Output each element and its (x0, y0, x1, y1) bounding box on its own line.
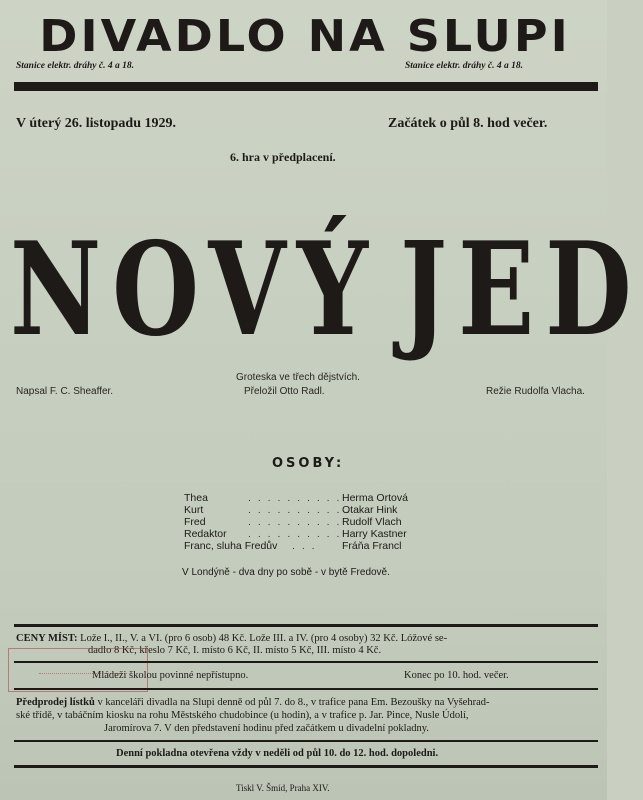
cast-dots: . . . . . . . . . . . (248, 492, 352, 504)
cast-role: Redaktor (184, 528, 227, 540)
info-rule-bottom (14, 765, 598, 768)
info-rule-3 (14, 688, 598, 690)
prices-line-2: dadlo 8 Kč, křeslo 7 Kč, I. místo 6 Kč, II. místo 5 Kč, III. místo 4 Kč. (88, 645, 382, 656)
cast-actor: Fráňa Francl (342, 540, 402, 552)
box-office-hours: Denní pokladna otevřena vždy v neděli od půl 10. do 12. hod. dopoledni. (116, 748, 439, 759)
presale-line-3: Jaromírova 7. V den představení hodinu před začátkem u divadelní pokladny. (104, 723, 429, 734)
prices-line-1 (16, 633, 447, 646)
play-author: Napsal F. C. Sheaffer. (16, 386, 114, 397)
cast-role: Franc, sluha Fredův (184, 540, 278, 552)
cast-actor: Otakar Hink (342, 504, 398, 516)
prices-label: CENY MÍST: (16, 633, 78, 644)
printer-credit: Tiskl V. Šmíd, Praha XIV. (236, 783, 330, 793)
cast-role: Kurt (184, 504, 204, 516)
cast-actor: Harry Kastner (342, 528, 407, 540)
cast-actor: Rudolf Vlach (342, 516, 402, 528)
play-setting: V Londýně - dva dny po sobě - v bytě Fredově. (182, 567, 390, 578)
station-info-right: Stanice elektr. dráhy č. 4 a 18. (405, 61, 523, 71)
presale-label: Předprodej lístků (16, 697, 95, 708)
cast-dots: . . . . . . . . . . . (248, 504, 352, 516)
cast-heading: OSOBY: (272, 456, 345, 471)
subscription-note: 6. hra v předplacení. (230, 150, 336, 164)
cast-dots: . . . (292, 540, 317, 552)
cast-dots: . . . . . . . . . . . (248, 516, 352, 528)
prices-text-1: Lože I., II., V. a VI. (pro 6 osob) 48 Kč. Lože III. a IV. (pro 4 osoby) 32 Kč. Lóžové se- (77, 633, 448, 644)
play-genre: Groteska ve třech dějstvích. (236, 372, 360, 383)
presale-line-2: ské třídě, v tabáčním kiosku na rohu Městského chudobince (u hodin), a v trafice p. Jar. Pince, Nusle Údolí, (16, 710, 469, 721)
presale-line-1 (16, 697, 489, 710)
header-rule (14, 82, 598, 91)
presale-text-1: v kanceláři divadla na Slupi denně od půl 7. do 8., v trafice pana Em. Bezoušky na Vyšehrad- (94, 697, 490, 708)
station-info-left: Stanice elektr. dráhy č. 4 a 18. (16, 61, 134, 71)
performance-start: Začátek o půl 8. hod večer. (388, 116, 548, 131)
cast-role: Thea (184, 492, 208, 504)
cast-role: Fred (184, 516, 206, 528)
info-rule-4 (14, 740, 598, 742)
cast-actor: Herma Ortová (342, 492, 408, 504)
cast-dots: . . . . . . . . . . . (248, 528, 352, 540)
performance-date: V úterý 26. listopadu 1929. (16, 116, 176, 131)
theatre-name: DIVADLO NA SLUPI (39, 10, 571, 62)
youth-notice: Mládeži školou povinné nepřístupno. (92, 670, 249, 681)
info-rule-top (14, 624, 598, 627)
info-rule-2 (14, 661, 598, 663)
play-title-word-2: JED (400, 215, 643, 365)
play-director: Režie Rudolfa Vlacha. (486, 386, 585, 397)
play-translator: Přeložil Otto Radl. (244, 386, 325, 397)
end-time: Konec po 10. hod. večer. (404, 670, 509, 681)
play-title-word-1: NOVÝ (10, 215, 379, 365)
